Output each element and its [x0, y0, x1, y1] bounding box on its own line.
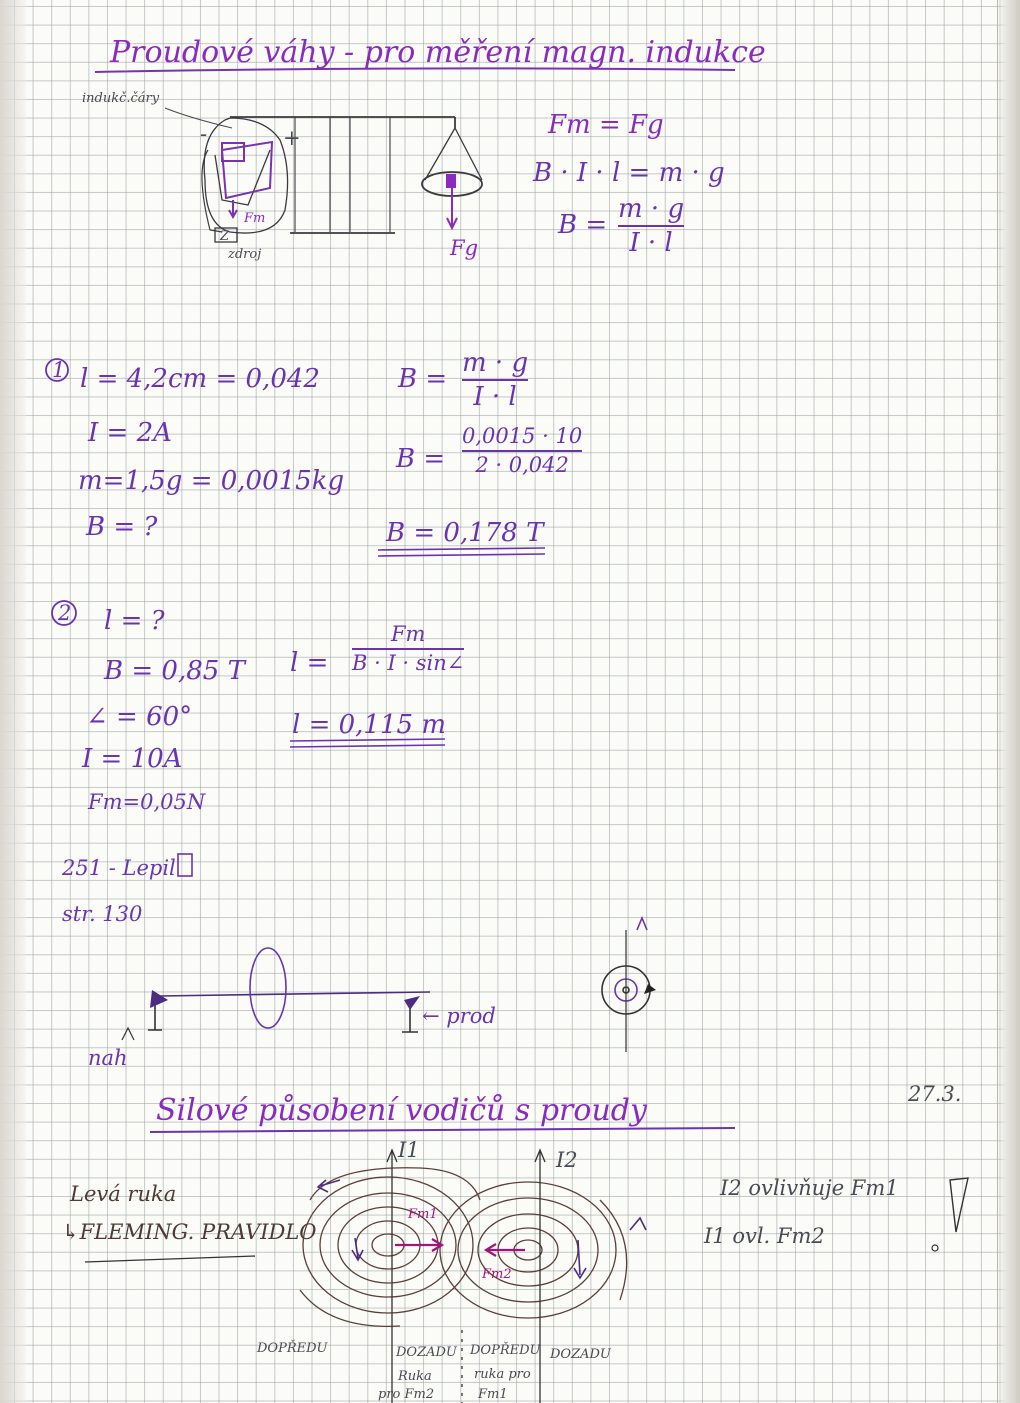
ex2-formula-denominator: B · I · sin∠ — [352, 651, 465, 675]
formula-bil-mg: B · I · l = m · g — [533, 158, 725, 188]
label-fg: Fg — [450, 236, 479, 260]
label-dozadu-right: DOZADU — [550, 1347, 611, 1362]
ex1-given-m: m=1,5g = 0,0015kg — [78, 466, 345, 496]
ex1-given-b: B = ? — [86, 512, 158, 542]
section-heading: Silové působení vodičů s proudy — [156, 1093, 647, 1128]
homework-box — [178, 854, 192, 876]
label-dopredu-left: DOPŘEDU — [257, 1341, 328, 1356]
date: 27.3. — [908, 1082, 962, 1106]
label-pro-fm2: pro Fm2 — [378, 1387, 435, 1402]
ex1-result: B = 0,178 T — [386, 518, 544, 548]
homework-line-1: 251 - Lepil — [62, 856, 176, 880]
note-i1-ovl: I1 ovl. Fm2 — [704, 1224, 825, 1248]
exercise-1-number: 1 — [52, 358, 66, 382]
label-nahoru: nah — [88, 1046, 128, 1070]
note-fleming-pravidlo: ↳FLEMING. PRAVIDLO — [62, 1220, 317, 1244]
formula-b-lhs: B = — [558, 210, 608, 240]
label-fm2: Fm2 — [482, 1267, 512, 1282]
ex2-given-angle: ∠ = 60° — [86, 702, 193, 732]
label-fm1-bottom: Fm1 — [478, 1387, 508, 1402]
loop-highlights — [222, 142, 272, 217]
ex1-formula-lhs: B = — [398, 364, 448, 394]
formula-b-numerator: m · g — [618, 194, 685, 224]
pen-sketch — [950, 1178, 968, 1232]
fraction-bar — [462, 379, 528, 381]
fm2-arrow — [486, 1244, 525, 1256]
ex2-given-fm: Fm=0,05N — [88, 790, 206, 814]
ex2-formula-numerator: Fm — [390, 622, 426, 646]
ex2-formula-fraction — [352, 624, 464, 674]
label-i1: I1 — [398, 1138, 420, 1162]
ex2-given-b: B = 0,85 T — [104, 656, 245, 686]
ex1-formula-fraction — [462, 350, 528, 410]
label-dopredu-right: DOPŘEDU — [470, 1343, 541, 1358]
pen-dot — [932, 1245, 938, 1251]
fg-arrow — [447, 188, 457, 228]
fraction-bar — [462, 450, 582, 452]
result-2-underline — [290, 739, 445, 747]
ex1-subst-numerator: 0,0015 · 10 — [462, 424, 583, 448]
ex2-given-i: I = 10A — [82, 744, 183, 774]
label-minus: - — [200, 122, 208, 146]
formula-b-fraction — [618, 196, 684, 256]
fraction-bar — [618, 225, 684, 227]
label-i2: I2 — [556, 1148, 578, 1172]
label-ruka-pro: ruka pro — [474, 1367, 531, 1382]
label-ruka-left: Ruka — [398, 1369, 432, 1384]
weight-block — [446, 174, 456, 188]
ex2-formula-lhs: l = — [290, 648, 329, 678]
ex1-formula-numerator: m · g — [462, 348, 529, 378]
ex1-subst-fraction — [462, 426, 582, 476]
force-arrow-left — [150, 990, 168, 1008]
label-fm1: Fm1 — [408, 1207, 438, 1222]
formula-fm-fg: Fm = Fg — [548, 110, 664, 140]
formula-b-denominator: I · l — [629, 228, 673, 258]
wire-sketch — [122, 918, 650, 1052]
fraction-bar — [352, 648, 464, 650]
label-leader — [165, 108, 232, 128]
ex2-result: l = 0,115 m — [292, 710, 446, 740]
homework-line-2: str. 130 — [62, 902, 143, 926]
label-fm: Fm — [244, 211, 266, 226]
ex2-given-l: l = ? — [104, 606, 165, 636]
conductor-lines — [387, 1150, 545, 1403]
page-title: Proudové váhy - pro měření magn. indukce — [110, 35, 766, 70]
ex1-subst-denominator: 2 · 0,042 — [475, 453, 569, 477]
label-plus: + — [283, 126, 301, 150]
label-indukcni-cary: indukč.čáry — [82, 91, 160, 106]
result-1-underline — [378, 548, 545, 556]
fm1-arrow — [395, 1239, 442, 1251]
heading2-underline — [150, 1128, 735, 1132]
exercise-2-number: 2 — [58, 601, 72, 625]
note-leva-ruka: Levá ruka — [70, 1182, 177, 1206]
ex1-given-i: I = 2A — [88, 418, 172, 448]
label-z: Z — [220, 229, 230, 244]
title-underline — [95, 68, 735, 72]
label-proud: ← prod — [422, 1004, 496, 1028]
label-zdroj: zdroj — [228, 247, 262, 262]
ex1-subst-lhs: B = — [396, 444, 446, 474]
force-arrow-right — [404, 996, 420, 1010]
note-i2-ovlivnuje: I2 ovlivňuje Fm1 — [720, 1176, 899, 1200]
notes-underline — [85, 1256, 255, 1262]
ex1-given-l: l = 4,2cm = 0,042 — [80, 364, 320, 394]
ex1-formula-denominator: I · l — [473, 382, 517, 412]
label-dozadu-left: DOZADU — [396, 1345, 457, 1360]
